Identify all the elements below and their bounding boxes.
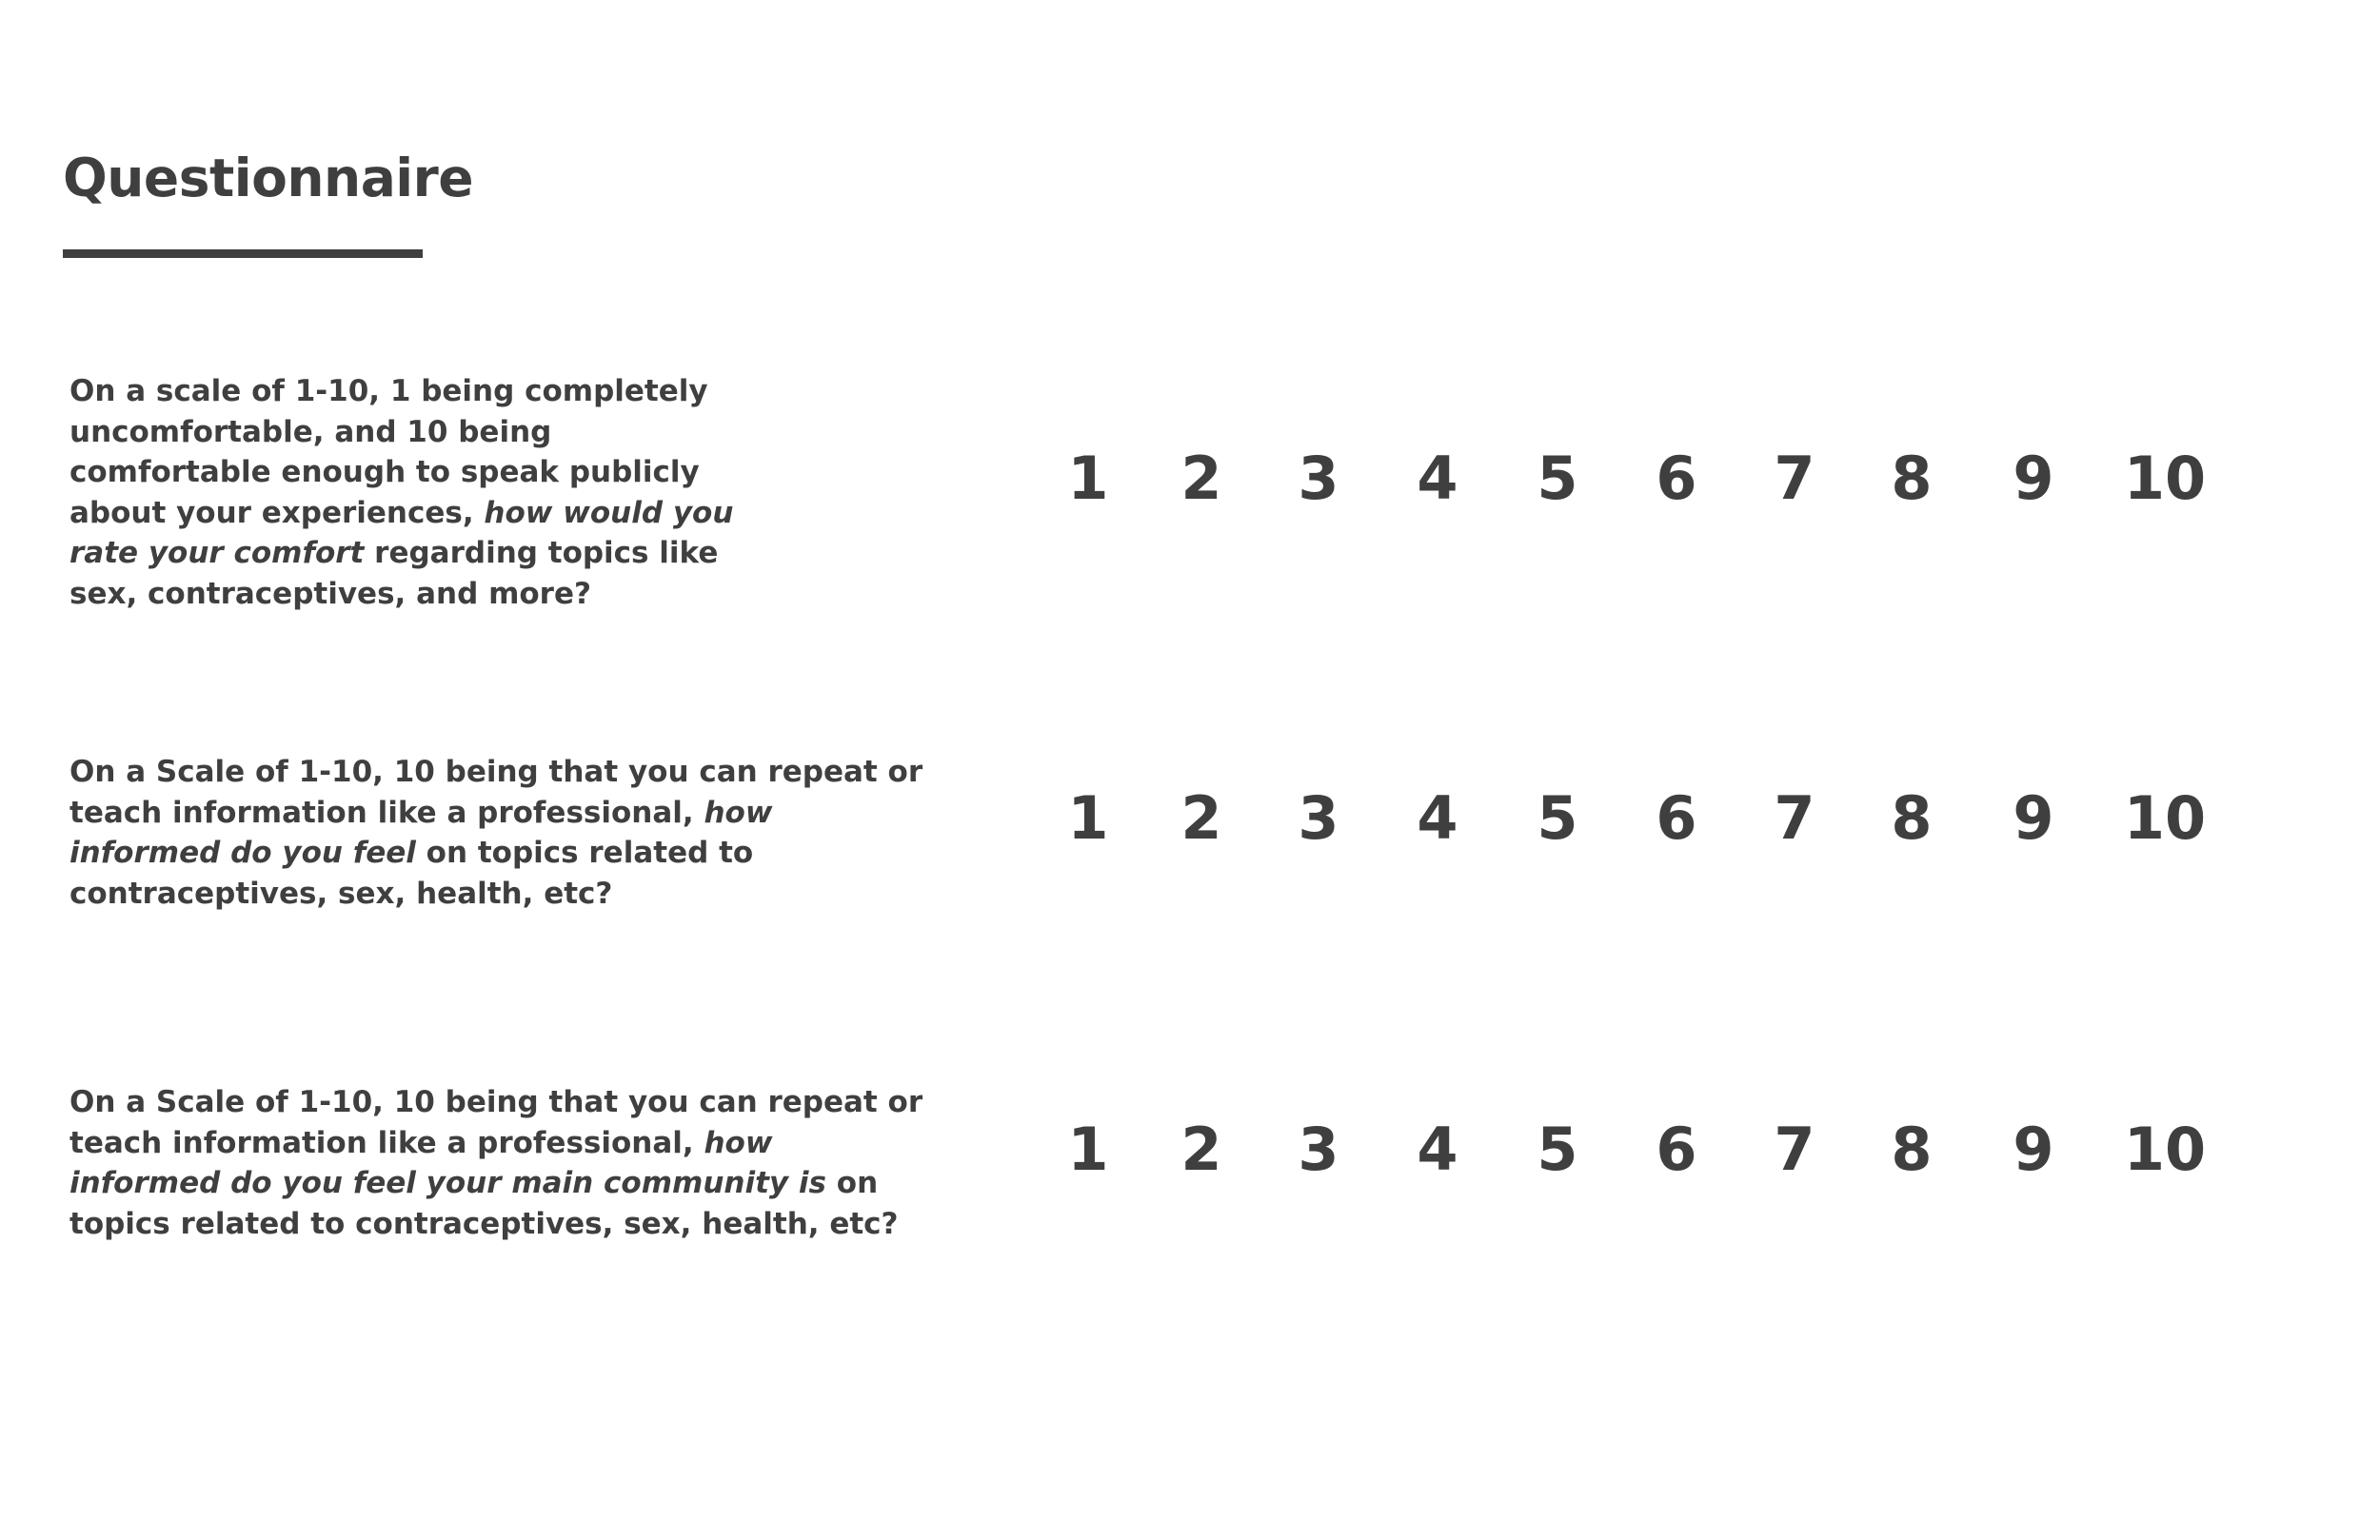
- question-1-line-1-segment-1: On a scale of 1-10, 1 being completely: [69, 374, 708, 408]
- question-3-rating-4[interactable]: 4: [1417, 1115, 1458, 1184]
- question-3-rating-6[interactable]: 6: [1656, 1115, 1697, 1184]
- question-1-rating-5[interactable]: 5: [1537, 444, 1578, 513]
- question-2-rating-4[interactable]: 4: [1417, 783, 1458, 853]
- question-2-rating-3[interactable]: 3: [1298, 783, 1339, 853]
- question-3-rating-8[interactable]: 8: [1891, 1115, 1933, 1184]
- question-3-rating-1[interactable]: 1: [1067, 1115, 1109, 1184]
- question-1-line-3-segment-1: comfortable enough to speak publicly: [69, 455, 700, 489]
- question-2-line-2-segment-2: how: [704, 795, 773, 830]
- question-2-line-4-segment-1: contraceptives, sex, health, etc?: [69, 876, 613, 911]
- question-1-line-6-segment-1: sex, contraceptives, and more?: [69, 576, 591, 611]
- question-3-rating-9[interactable]: 9: [2013, 1115, 2054, 1184]
- question-1-line-2-segment-1: uncomfortable, and 10 being: [69, 414, 552, 449]
- question-1-line-4-segment-1: about your experiences,: [69, 495, 485, 530]
- question-3-rating-7[interactable]: 7: [1774, 1115, 1815, 1184]
- question-1-rating-10[interactable]: 10: [2123, 444, 2207, 513]
- page-title: Questionnaire: [63, 148, 474, 208]
- question-1-line-5-segment-2: regarding topics like: [364, 536, 719, 570]
- question-2-rating-6[interactable]: 6: [1656, 783, 1697, 853]
- question-2-line-1-segment-1: On a Scale of 1-10, 10 being that you can repeat or: [69, 755, 923, 789]
- question-1-line-5-segment-1: rate your comfort: [69, 536, 365, 570]
- question-1-rating-2[interactable]: 2: [1180, 444, 1222, 513]
- question-1-rating-4[interactable]: 4: [1417, 444, 1458, 513]
- question-1-rating-scale: [0, 441, 2380, 517]
- question-1-rating-9[interactable]: 9: [2013, 444, 2054, 513]
- question-2-line-3-segment-1: informed do you feel: [69, 836, 416, 870]
- question-3-line-3-segment-2: on: [825, 1166, 879, 1200]
- question-3-line-4-segment-1: topics related to contraceptives, sex, health, etc?: [69, 1206, 899, 1241]
- question-2-rating-10[interactable]: 10: [2123, 783, 2207, 853]
- question-3-rating-5[interactable]: 5: [1537, 1115, 1578, 1184]
- question-3-rating-2[interactable]: 2: [1180, 1115, 1222, 1184]
- question-3-rating-3[interactable]: 3: [1298, 1115, 1339, 1184]
- question-3-line-1-segment-1: On a Scale of 1-10, 10 being that you can repeat or: [69, 1085, 923, 1119]
- question-2-rating-9[interactable]: 9: [2013, 783, 2054, 853]
- question-3-line-2-segment-1: teach information like a professional,: [69, 1125, 704, 1160]
- question-1-rating-6[interactable]: 6: [1656, 444, 1697, 513]
- question-3-rating-scale: [0, 1112, 2380, 1188]
- question-2-rating-1[interactable]: 1: [1067, 783, 1109, 853]
- question-3-line-3-segment-1: informed do you feel your main community is: [69, 1166, 826, 1200]
- question-3-line-2-segment-2: how: [704, 1125, 773, 1160]
- question-2-rating-scale: [0, 780, 2380, 857]
- question-2-line-2-segment-1: teach information like a professional,: [69, 795, 704, 830]
- question-1-line-4-segment-2: how would you: [484, 495, 734, 530]
- question-2-line-3-segment-2: on topics related to: [415, 836, 754, 870]
- question-1-rating-7[interactable]: 7: [1774, 444, 1815, 513]
- question-1-rating-8[interactable]: 8: [1891, 444, 1933, 513]
- question-1-rating-3[interactable]: 3: [1298, 444, 1339, 513]
- question-2-rating-8[interactable]: 8: [1891, 783, 1933, 853]
- question-3-rating-10[interactable]: 10: [2123, 1115, 2207, 1184]
- question-2-rating-7[interactable]: 7: [1774, 783, 1815, 853]
- question-1-rating-1[interactable]: 1: [1067, 444, 1109, 513]
- question-2-rating-2[interactable]: 2: [1180, 783, 1222, 853]
- question-2-rating-5[interactable]: 5: [1537, 783, 1578, 853]
- title-underline: [63, 249, 423, 258]
